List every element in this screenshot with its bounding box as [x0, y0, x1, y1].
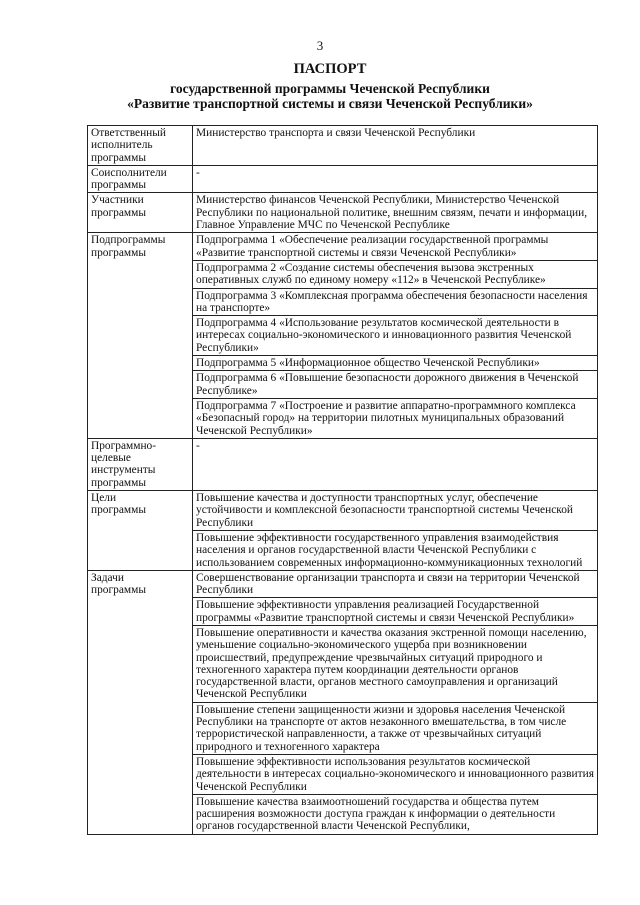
- row-value: Подпрограмма 2 «Создание системы обеспечения вызова экстренных оперативных служб по единому номеру «112» в Чеченской Республике»: [193, 260, 598, 288]
- row-label: Подпрограммы программы: [88, 233, 193, 438]
- row-value: Повышение качества взаимоотношений государства и общества путем расширения возможности доступа граждан к информации о деятельности органов государственной власти Чеченской Республики,: [193, 794, 598, 834]
- row-label: Цели программы: [88, 491, 193, 571]
- row-value: Повышение оперативности и качества оказания экстренной помощи населению, уменьшение социально-экономического ущерба при возникновении происшествий, предупреждение чрезвычайных ситуаций природного и техногенного характера путем координации деятельности органов государственной власти, органов местного самоуправления и организаций Чеченской Республики: [193, 625, 598, 702]
- row-value: Повышение степени защищенности жизни и здоровья населения Чеченской Республики на транспорте от актов незаконного вмешательства, в том числе террористической направленности, а также от чрезвычайных ситуаций природного и техногенного характера: [193, 702, 598, 754]
- row-label: Ответственный исполнитель программы: [88, 126, 193, 166]
- row-value: -: [193, 438, 598, 490]
- table-row: [88, 438, 598, 490]
- row-value: Подпрограмма 3 «Комплексная программа обеспечения безопасности населения на транспорте»: [193, 288, 598, 316]
- row-value: Подпрограмма 7 «Построение и развитие аппаратно-программного комплекса «Безопасный город» на территории пилотных муниципальных образований Чеченской Республики»: [193, 398, 598, 438]
- document-heading: [60, 62, 600, 111]
- document-title: ПАСПОРТ: [293, 61, 367, 77]
- table-row: [88, 193, 598, 233]
- row-value: Повышение качества и доступности транспортных услуг, обеспечение устойчивости и комплексной безопасности транспортной системы Чеченской Республики: [193, 491, 598, 531]
- row-value: Повышение эффективности использования результатов космической деятельности в интересах социально-экономического и инновационного развития Чеченской Республики: [193, 754, 598, 794]
- row-label: Соисполнители программы: [88, 165, 193, 193]
- page-number: 3: [316, 38, 324, 53]
- table-row: [88, 570, 598, 598]
- row-label: Задачи программы: [88, 570, 193, 834]
- table-row: [88, 126, 598, 166]
- program-subtitle-line-2: «Развитие транспортной системы и связи Чеченской Республики»: [127, 96, 533, 111]
- row-value: Подпрограмма 6 «Повышение безопасности дорожного движения в Чеченской Республике»: [193, 371, 598, 399]
- row-value: Повышение эффективности управления реализацией Государственной программы «Развитие транспортной системы и связи Чеченской Республики»: [193, 598, 598, 626]
- row-label: Участники программы: [88, 193, 193, 233]
- row-value: Подпрограмма 1 «Обеспечение реализации государственной программы «Развитие транспортной системы и связи Чеченской Республики»: [193, 233, 598, 261]
- row-value: Министерство финансов Чеченской Республики, Министерство Чеченской Республики по национальной политике, внешним связям, печати и информации, Главное Управление МЧС по Чеченской Республике: [193, 193, 598, 233]
- table-row: [88, 491, 598, 531]
- row-value: Подпрограмма 5 «Информационное общество Чеченской Республики»: [193, 356, 598, 371]
- table-row: [88, 233, 598, 261]
- row-label: Программно- целевые инструменты программы: [88, 438, 193, 490]
- row-value: -: [193, 165, 598, 193]
- row-value: Повышение эффективности государственного управления взаимодействия населения и органов государственной власти Чеченской Республики с использованием современных информационно-коммуникационных технологий: [193, 530, 598, 570]
- row-value: Совершенствование организации транспорта и связи на территории Чеченской Республики: [193, 570, 598, 598]
- row-value: Подпрограмма 4 «Использование результатов космической деятельности в интересах социально-экономического и инновационного развития Чеченской Республики»: [193, 316, 598, 356]
- table-row: [88, 165, 598, 193]
- program-subtitle-line-1: государственной программы Чеченской Республики: [170, 81, 490, 96]
- passport-table: [87, 125, 598, 835]
- row-value: Министерство транспорта и связи Чеченской Республики: [193, 126, 598, 166]
